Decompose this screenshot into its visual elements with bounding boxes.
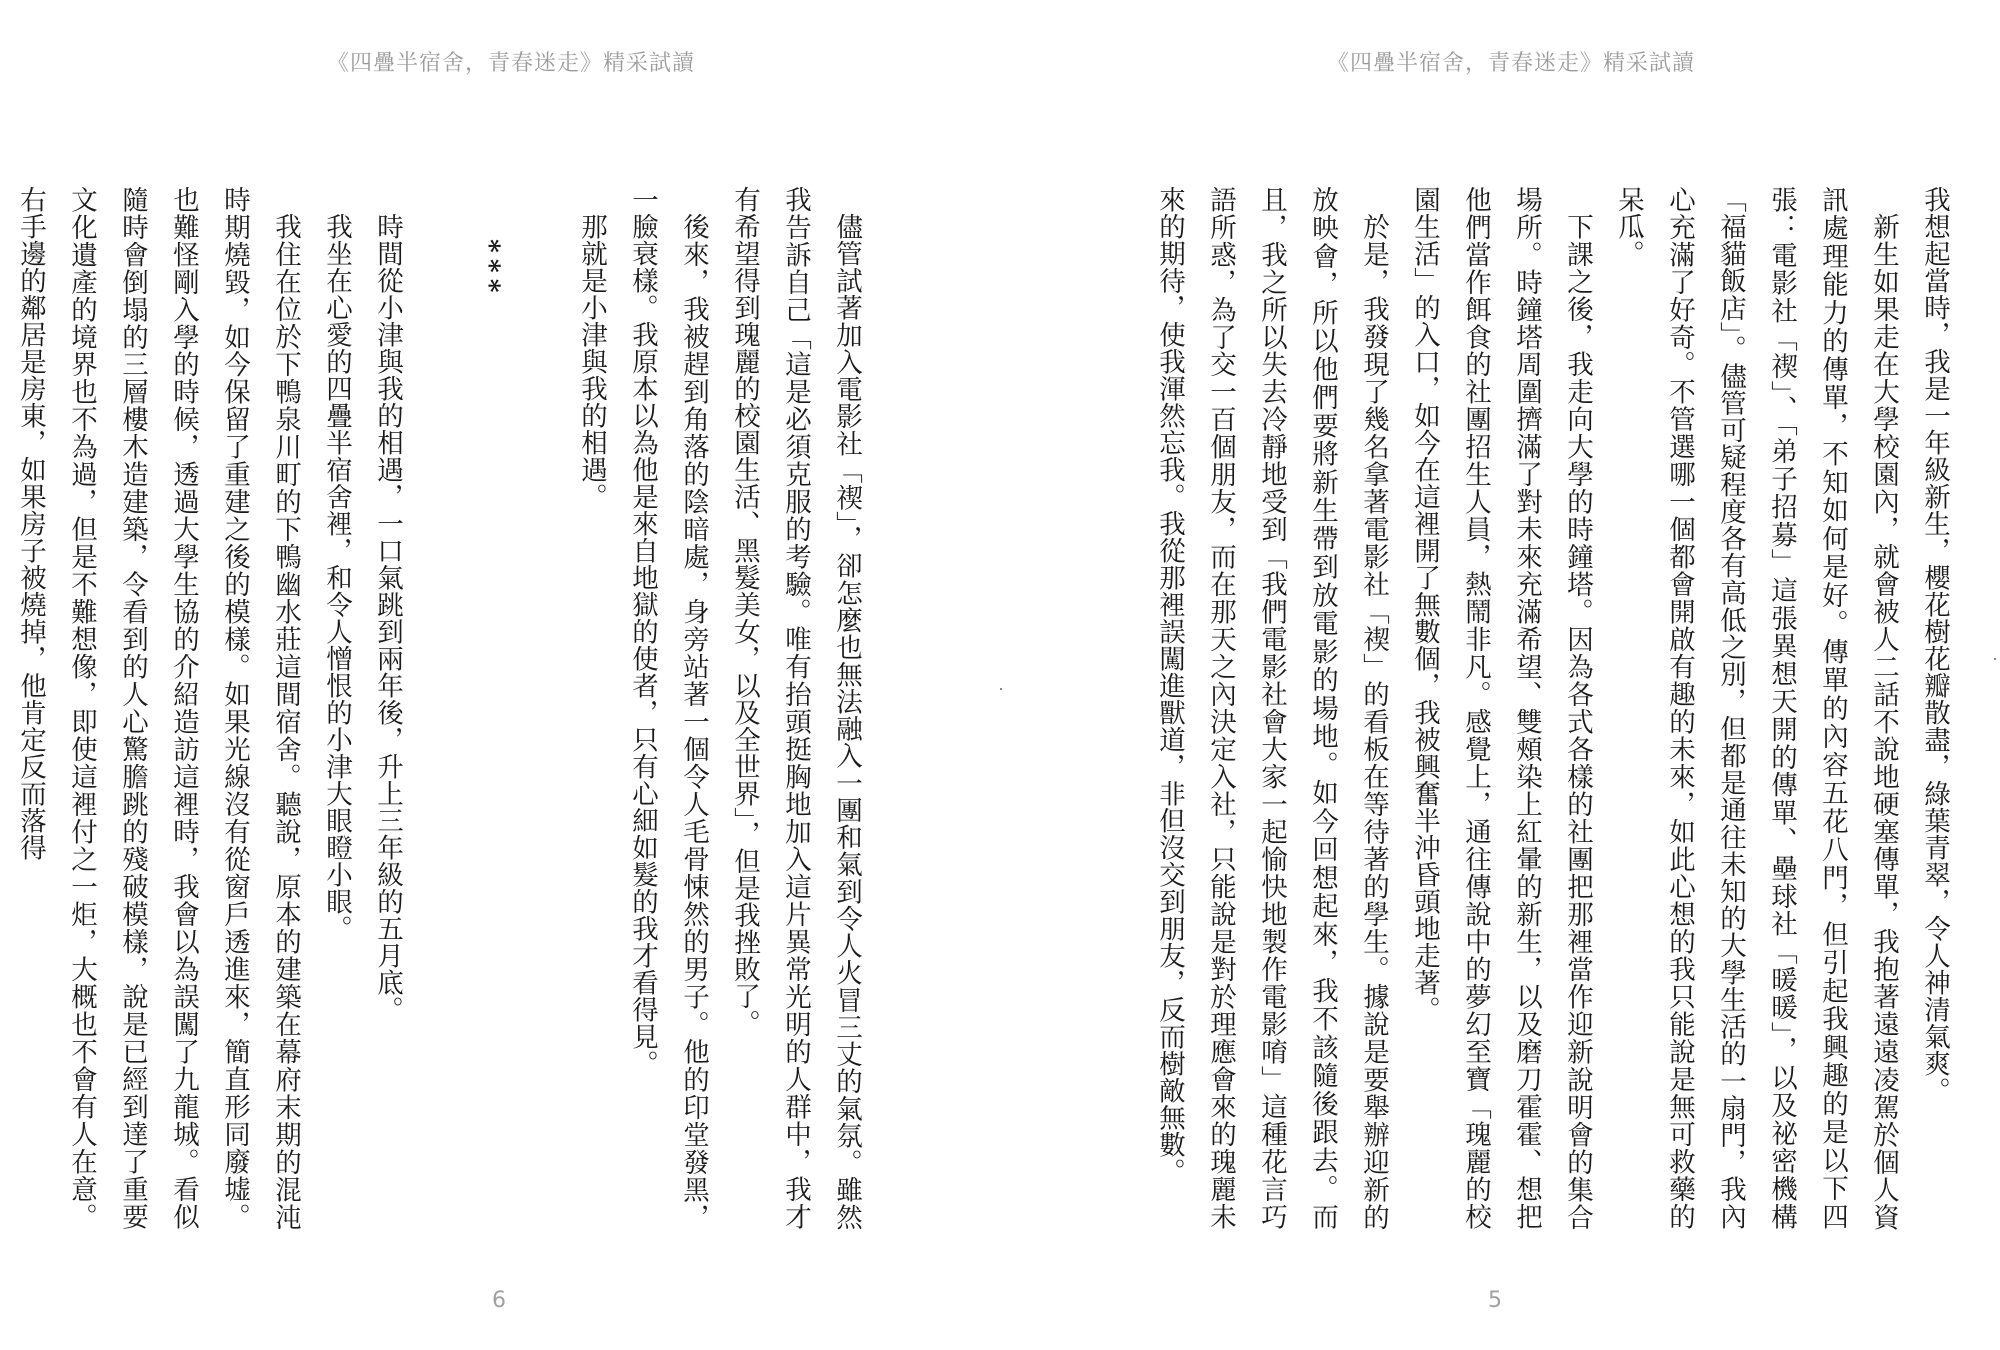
blank-line [515, 186, 566, 1230]
section-break: *** [474, 239, 505, 299]
left-paragraph-2: 後來，我被趕到角落的陰暗處，身旁站著一個令人毛骨悚然的男子。他的印堂發黑，一臉衰樣。我原本以為他是來自地獄的使者，只有心細如髮的我才看得見。 [627, 186, 709, 1230]
left-page-body [15, 186, 872, 1230]
right-page [1000, 0, 2000, 1350]
running-header-right: 《四疊半宿舍，青春迷走》精采試讀 [1327, 51, 1696, 76]
page-number-right: 5 [1488, 1288, 1502, 1313]
right-page-body [1110, 186, 1960, 1230]
left-paragraph-3: 那就是小津與我的相遇。 [576, 212, 607, 510]
right-paragraph-3: 下課之後，我走向大學的時鐘塔。因為各式各樣的社團把那裡當作迎新說明會的集合場所。時鐘塔周圍擠滿了對未來充滿希望、雙頰染上紅暈的新生，以及磨刀霍霍、想把他們當作餌食的社團招生人員，熱鬧非凡。感覺上，通往傳說中的夢幻至寶「瑰麗的校園生活」的入口，如今在這裡開了無數個，我被興奮半沖昏頭地走著。 [1409, 186, 1593, 1230]
scan-speck [1994, 658, 1996, 660]
running-header-left: 《四疊半宿舍，青春迷走》精采試讀 [327, 51, 696, 76]
right-paragraph-4: 於是，我發現了幾名拿著電影社「禊」的看板在等待著的學生。據說是要舉辦迎新的放映會，所以他們要將新生帶到放電影的場地。如今回想起來，我不該隨後跟去。而且，我之所以失去冷靜地受到「我們電影社會大家一起愉快地製作電影唷」這種花言巧語所惑，為了交一百個朋友，而在那天之內決定入社，只能說是對於理應會來的瑰麗未來的期待，使我渾然忘我。我從那裡誤闖進獸道，非但沒交到朋友，反而樹敵無數。 [1154, 186, 1389, 1230]
right-paragraph-2: 新生如果走在大學校園內，就會被人二話不說地硬塞傳單，我抱著遠遠凌駕於個人資訊處理能力的傳單，不知如何是好。傳單的內容五花八門，但引起我興趣的是以下四張：電影社「禊」、「弟子招募」這張異想天開的傳單、壘球社「暖暖」，以及祕密機構「福貓飯店」。儘管可疑程度各有高低之別，但都是通往未知的大學生活的一扇門，我內心充滿了好奇。不管選哪一個都會開啟有趣的未來，如此心想的我只能說是無可救藥的呆瓜。 [1613, 186, 1899, 1230]
right-paragraph-1: 我想起當時，我是一年級新生，櫻花樹花瓣散盡，綠葉青翠，令人神清氣爽。 [1919, 186, 1950, 1104]
left-paragraph-5: 時間從小津與我的相遇，一口氣跳到兩年後，升上三年級的五月底。 [372, 212, 403, 1023]
left-paragraph-1: 儘管試著加入電影社「禊」，卻怎麼也無法融入一團和氣到令人火冒三丈的氣氛。雖然我告訴自己「這是必須克服的考驗。唯有抬頭挺胸地加入這片異常光明的人群中，我才有希望得到瑰麗的校園生活、黑髮美女，以及全世界」，但是我挫敗了。 [729, 186, 862, 1230]
left-paragraph-7: 我住在位於下鴨泉川町的下鴨幽水莊這間宿舍。聽說，原本的建築在幕府末期的混沌時期燒毀，如今保留了重建之後的模樣。如果光線沒有從窗戶透進來，簡直形同廢墟。也難怪剛入學的時候，透過大學生協的介紹造訪這裡時，我會以為誤闖了九龍城。看似隨時會倒塌的三層樓木造建築，令看到的人心驚膽跳的殘破模樣，說是已經到達了重要文化遺產的境界也不為過，但是不難想像，即使這裡付之一炬，大概也不會有人在意。右手邊的鄰居是房東，如果房子被燒掉，他肯定反而落得 [15, 186, 301, 1230]
page-number-left: 6 [492, 1288, 506, 1313]
scan-speck [1000, 688, 1002, 690]
left-paragraph-6: 我坐在心愛的四疊半宿舍裡，和令人憎恨的小津大眼瞪小眼。 [321, 212, 352, 942]
blank-line [413, 186, 464, 1230]
